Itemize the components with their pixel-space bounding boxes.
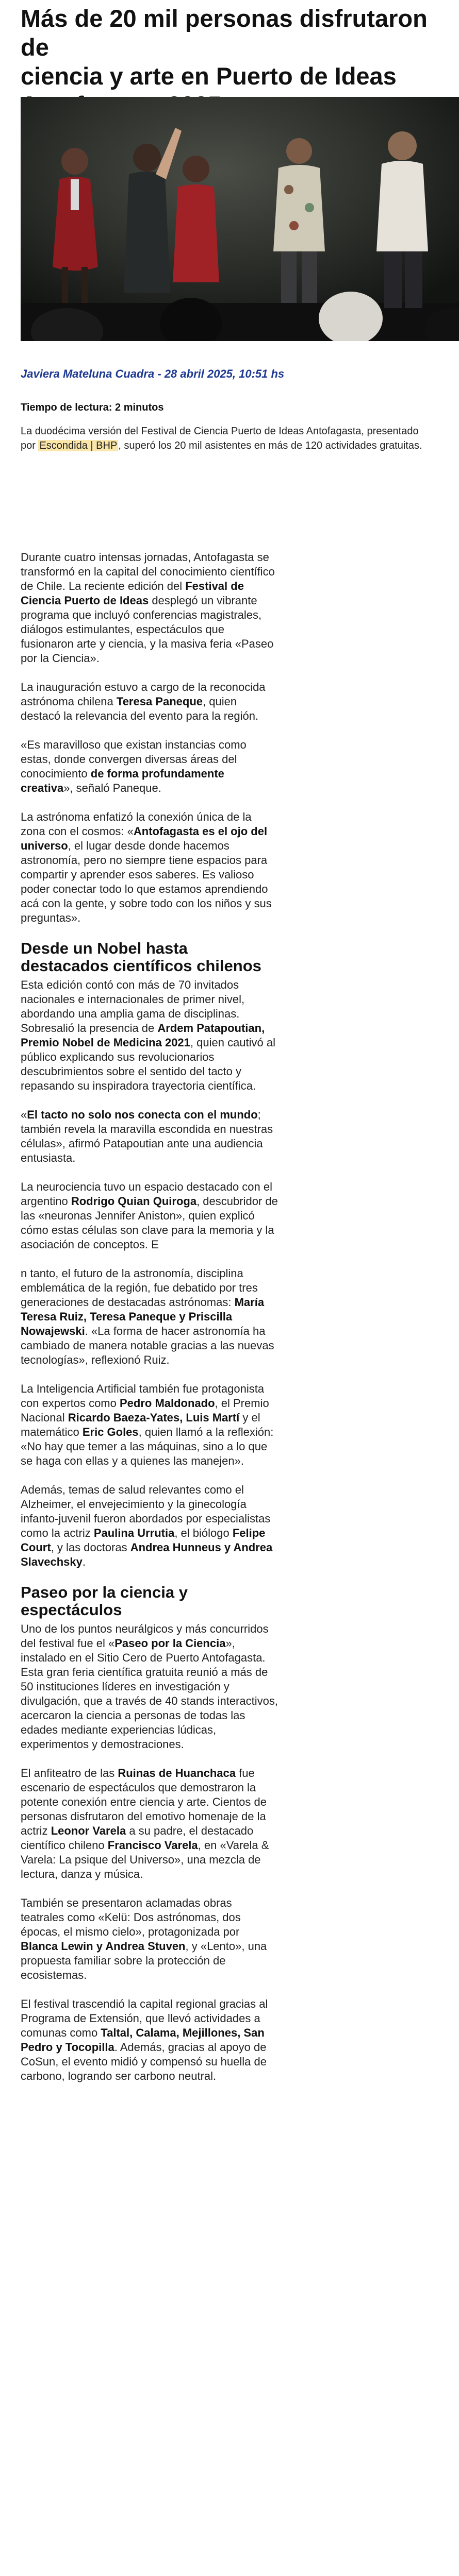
bold-text: Festival de Ciencia Puerto de Ideas	[21, 580, 244, 607]
paragraph	[21, 1108, 278, 1165]
text-run: También se presentaron aclamadas obras teatrales como «Kelü: Dos astrónomas, dos épocas, el mismo cielo», protagonizada por	[21, 1896, 241, 1938]
text-run: «	[21, 1108, 27, 1121]
bold-text: Paseo por la Ciencia	[114, 1637, 226, 1650]
byline	[21, 367, 284, 381]
bold-text: Blanca Lewin y Andrea Stuven	[21, 1940, 186, 1953]
paragraph	[21, 1483, 278, 1569]
text-run: Además, temas de salud relevantes como el Alzheimer, el envejecimiento y la ginecología infanto-juvenil fueron abordados por especialistas como la actriz	[21, 1483, 271, 1539]
bold-text: Felipe Court	[21, 1527, 266, 1554]
text-run: fue escenario de espectáculos que demostraron la potente conexión entre ciencia y arte. Cientos de personas disfrutaron del emotivo homenaje de la actriz	[21, 1767, 267, 1837]
author-link[interactable]: Javiera Mateluna Cuadra	[21, 367, 155, 380]
bold-text: Leonor Varela	[51, 1824, 126, 1837]
reading-time: Tiempo de lectura: 2 minutos	[21, 402, 164, 413]
bold-text: Ricardo Baeza-Yates, Luis Martí	[68, 1411, 240, 1424]
text-run: Durante cuatro intensas jornadas, Antofagasta se transformó en la capital del conocimiento científico de Chile. La reciente edición del	[21, 551, 275, 592]
paragraph	[21, 1180, 278, 1252]
text-run: La Inteligencia Artificial también fue protagonista con expertos como	[21, 1382, 265, 1410]
text-run: El festival trascendió la capital regional gracias al Programa de Extensión, que llevó actividades a comunas como	[21, 1997, 268, 2039]
text-run: . Además, gracias al apoyo de CoSun, el evento midió y compensó su huella de carbono, logrando ser carbono neutral.	[21, 2041, 267, 2082]
text-run: , quien cautivó al público explicando sus revolucionarios descubrimientos sobre el sentido del tacto y repasando su inspiradora trayectoria científica.	[21, 1036, 276, 1092]
text-run: .	[82, 1555, 86, 1568]
sponsor-link[interactable]: Escondida | BHP	[39, 440, 118, 451]
article-title: Más de 20 mil personas disfrutaron de ciencia y arte en Puerto de Ideas	[21, 5, 428, 90]
text-run: «Es maravilloso que existan instancias como estas, donde convergen diversas áreas del conocimiento	[21, 738, 247, 780]
text-run: La astrónoma enfatizó la conexión única de la zona con el cosmos: «	[21, 810, 252, 838]
text-run: La neurociencia tuvo un espacio destacado con el argentino	[21, 1180, 273, 1208]
bold-text: Antofagasta es el ojo del universo	[21, 825, 268, 852]
paragraph	[21, 1896, 278, 1982]
text-run: , quien destacó la relevancia del evento para la región.	[21, 695, 259, 722]
lead-paragraph: La duodécima versión del Festival de Ciencia Puerto de Ideas Antofagasta, presentado por Escondida | BHP , superó los 20 mil asistentes en más de 120 actividades gratuitas.	[21, 426, 422, 451]
byline-separator: -	[157, 367, 165, 380]
article-section-intro	[21, 550, 278, 2098]
paragraph	[21, 1266, 278, 1367]
text-run: a su padre, el destacado científico chileno	[21, 1824, 254, 1852]
bold-text: de forma profundamente creativa	[21, 767, 224, 794]
bold-text: Paulina Urrutia	[93, 1527, 175, 1539]
text-run: », señaló Paneque.	[63, 782, 161, 794]
text-run: , y «Lento», una propuesta familiar sobre la protección de ecosistemas.	[21, 1940, 267, 1981]
hero-photo	[21, 97, 459, 341]
hero-photo-illustration	[21, 97, 459, 341]
bold-text: Rodrigo Quian Quiroga	[71, 1195, 197, 1208]
paragraph	[21, 550, 278, 666]
paragraph	[21, 978, 278, 1093]
text-run: , el lugar desde donde hacemos astronomía, pero no siempre tiene espacios para compartir y aprender esos saberes. Es valioso poder conectar todo lo que estamos aprendiendo acá con la gente, y sobre todo con los niños y sus preguntas».	[21, 839, 272, 924]
text-run: n tanto, el futuro de la astronomía, disciplina emblemática de la región, fue debatido por tres generaciones de destacadas astrónomas:	[21, 1267, 258, 1309]
text-run: Uno de los puntos neurálgicos y más concurridos del festival fue el «	[21, 1622, 269, 1650]
text-run: ; también revela la maravilla escondida en nuestras células», afirmó Patapoutian ante una audiencia entusiasta.	[21, 1108, 273, 1164]
paragraph	[21, 1766, 278, 1882]
bold-text: Andrea Hunneus y Andrea Slavechsky	[21, 1541, 273, 1568]
paragraph	[21, 1382, 278, 1468]
paragraph	[21, 810, 278, 925]
text-run: , el Premio Nacional	[21, 1397, 269, 1424]
text-run: , y las doctoras	[51, 1541, 130, 1554]
text-run: y el matemático	[21, 1411, 260, 1438]
text-run: El anfiteatro de las	[21, 1767, 118, 1780]
publish-date: 28 abril 2025, 10:51 hs	[164, 367, 285, 380]
text-run: », instalado en el Sitio Cero de Puerto Antofagasta. Esta gran feria científica gratuita reunió a más de 50 instituciones líderes en investigación y divulgación, que a través de 40 stands interactivos, acercaron la ciencia a personas de todas las edades mediante experiencias lúdicas, experimentos y demostraciones.	[21, 1637, 278, 1751]
bold-text: Pedro Maldonado	[119, 1397, 215, 1410]
section-heading: Paseo por la ciencia y espectáculos	[21, 1583, 188, 1619]
bold-text: Ruinas de Huanchaca	[118, 1767, 236, 1780]
bold-text: Francisco Varela	[107, 1839, 198, 1852]
paragraph	[21, 1622, 278, 1752]
bold-text: María Teresa Ruiz, Teresa Paneque y Priscilla Nowajewski	[21, 1296, 265, 1337]
text-run: , descubridor de las «neuronas Jennifer Aniston», quien explicó cómo estas células son clave para la memoria y la asociación de conceptos. E	[21, 1195, 278, 1251]
text-run: Esta edición contó con más de 70 invitados nacionales e internacionales de primer nivel, abordando una amplia gama de disciplinas. Sobresalió la presencia de	[21, 978, 245, 1035]
text-run: , quien llamó a la reflexión: «No hay que temer a las máquinas, sino a lo que se haga con ellas y a quienes las manejen».	[21, 1426, 274, 1467]
bold-text: Ardem Patapoutian, Premio Nobel de Medicina 2021	[21, 1022, 265, 1049]
text-run: , el biólogo	[174, 1527, 233, 1539]
section-heading: Desde un Nobel hasta destacados científicos chilenos	[21, 939, 261, 975]
text-run: , en «Varela & Varela: La psique del Universo», una mezcla de lectura, danza y música.	[21, 1839, 269, 1880]
text-run: . «La forma de hacer astronomía ha cambiado de manera notable gracias a las nuevas tecnologías», reflexionó Ruiz.	[21, 1325, 274, 1366]
bold-text: El tacto no solo nos conecta con el mundo	[27, 1108, 258, 1121]
bold-text: Eric Goles	[82, 1426, 139, 1438]
bold-text: Teresa Paneque	[116, 695, 203, 708]
text-run: desplegó un vibrante programa que incluyó conferencias magistrales, diálogos estimulantes, espectáculos que fusionaron arte y ciencia, y la masiva feria «Paseo por la Ciencia».	[21, 594, 274, 665]
paragraph	[21, 680, 278, 723]
paragraph	[21, 738, 278, 795]
text-run: La inauguración estuvo a cargo de la reconocida astrónoma chilena	[21, 681, 266, 708]
bold-text: Taltal, Calama, Mejillones, San Pedro y Tocopilla	[21, 2026, 265, 2054]
paragraph	[21, 1997, 278, 2083]
